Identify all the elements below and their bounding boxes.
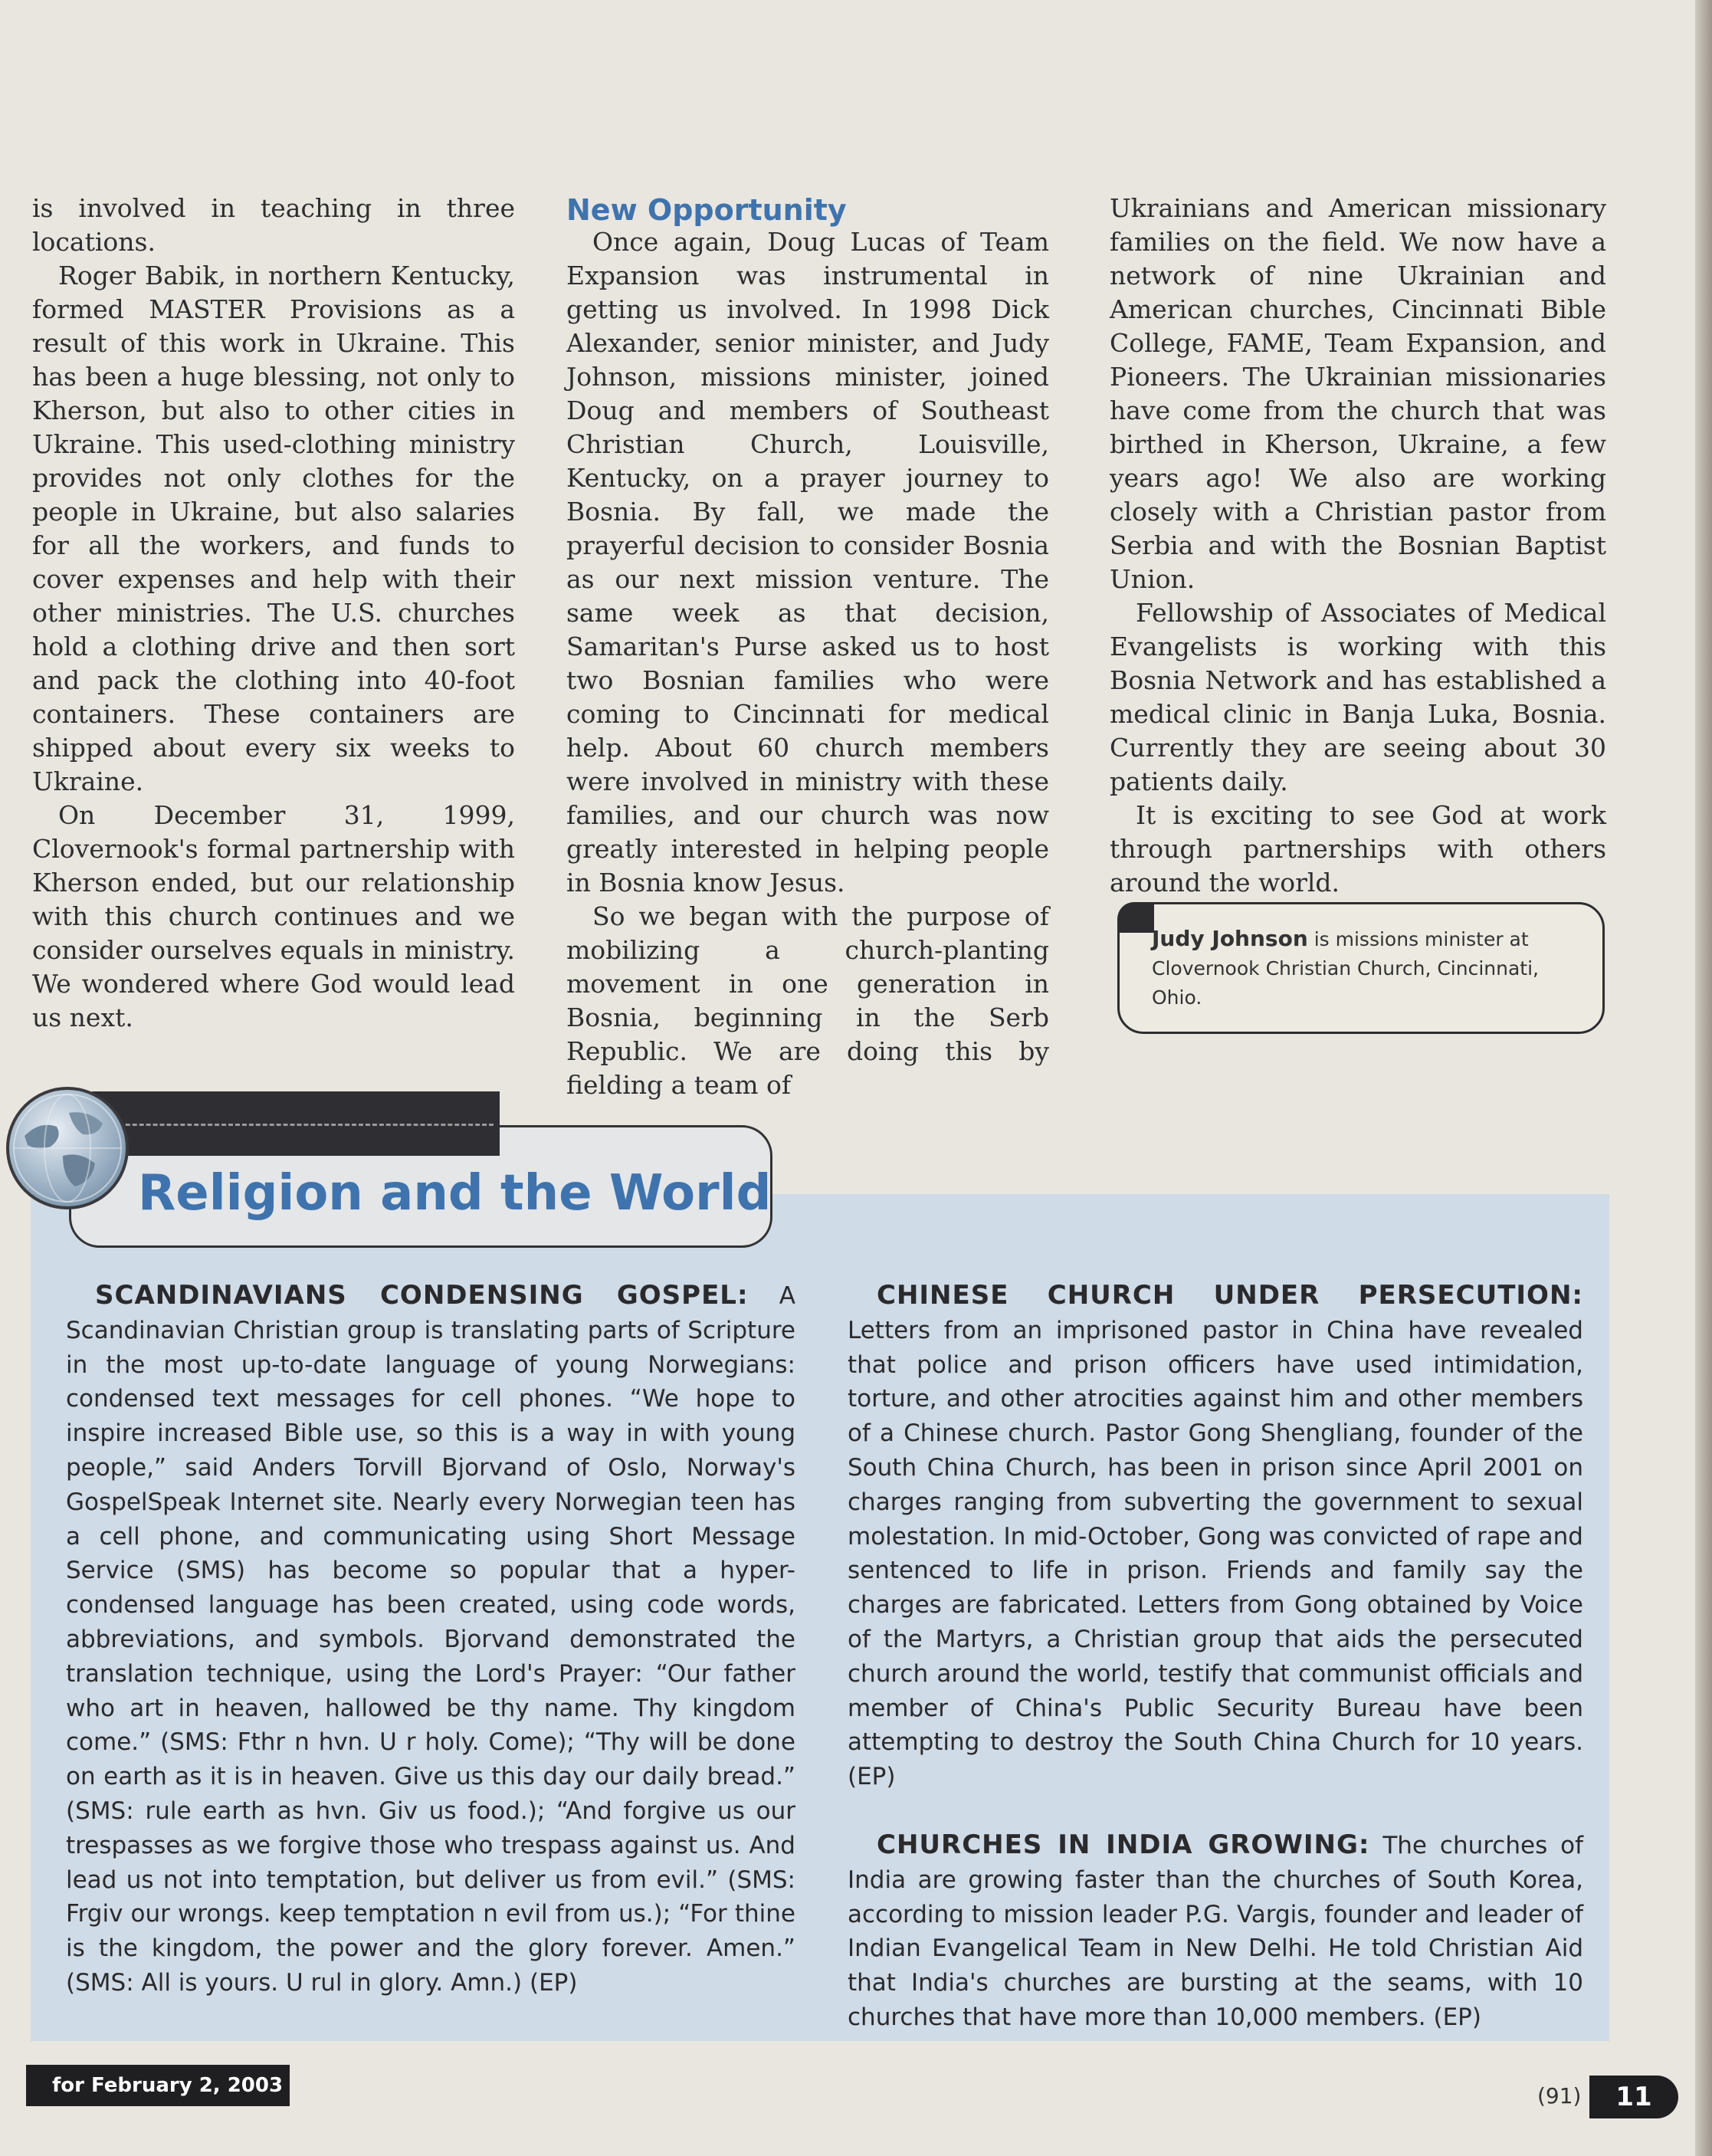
bio-corner-decoration <box>1117 902 1154 933</box>
paragraph: So we began with the purpose of mobilizing a church-planting movement in one generation in Bosnia, beginning in the Serb Republic. We are doing this by fielding a team of <box>566 901 1049 1100</box>
news-lead: CHINESE CHURCH UNDER PERSECUTION: <box>877 1280 1583 1311</box>
news-item-china <box>848 1278 1583 1794</box>
issue-page-number: (91) <box>1537 2083 1582 2108</box>
article-column-3 <box>1110 192 1606 900</box>
article-column-2 <box>566 192 1049 1102</box>
news-body: The churches of India are growing faster than the churches of South Korea, according to mission leader P.G. Vargis, founder and leader of Indian Evangelical Team in New Delhi. He told Christian Aid that India's churches are bursting at the seams, with 10 churches that have more than 10,000 members. (EP) <box>848 1831 1583 2031</box>
paragraph: On December 31, 1999, Clovernook's formal partnership with Kherson ended, but our relationship with this church continues and we consider ourselves equals in ministry. We wondered where God would lead us next. <box>32 800 515 1032</box>
news-lead: SCANDINAVIANS CONDENSING GOSPEL: <box>95 1280 749 1311</box>
paragraph: Fellowship of Associates of Medical Evangelists is working with this Bosnia Network and has established a medical clinic in Banja Luka, Bosnia. Currently they are seeing about 30 patients daily. <box>1110 598 1606 796</box>
author-bio <box>1152 924 1572 1012</box>
page-edge-shadow <box>1695 0 1712 2156</box>
news-item-india <box>848 1828 1583 2035</box>
author-bio-box <box>1117 902 1605 1034</box>
paragraph: Roger Babik, in northern Kentucky, formed MASTER Provisions as a result of this work in Ukraine. This has been a huge blessing, not only to Kherson, but also to other cities in Ukraine. This used-clothing ministry provides not only clothes for the people in Ukraine, but also salaries for all the workers, and funds to cover expenses and help with their other ministries. The U.S. churches hold a clothing drive and then sort and pack the clothing into 40-foot containers. These containers are shipped about every six weeks to Ukraine. <box>32 261 515 796</box>
spacer <box>848 1794 1583 1828</box>
news-body: Letters from an imprisoned pastor in China have revealed that police and prison officers have used intimidation, torture, and other atrocities against him and other members of a Chinese church. Pastor Gong Shengliang, founder of the South China Church, has been in prison since April 2001 on charges ranging from subverting the government to sexual molestation. In mid-October, Gong was convicted of rape and sentenced to life in prison. Friends and family say the charges are fabricated. Letters from Gong obtained by Voice of the Martyrs, a Christian group that aids the persecuted church around the world, testify that communist officials and member of China's Public Security Bureau have been attempting to destroy the South China Church for 10 years. (EP) <box>848 1316 1583 1791</box>
article-column-1 <box>32 192 515 1035</box>
news-item-scandinavians <box>66 1278 795 2000</box>
globe-icon <box>6 1087 129 1209</box>
dashed-rule <box>98 1124 494 1126</box>
section-title: Religion and the World <box>138 1165 772 1222</box>
news-column-left <box>66 1278 795 2000</box>
paragraph: is involved in teaching in three locations. <box>32 193 515 257</box>
page-number: 11 <box>1589 2076 1678 2118</box>
paragraph: It is exciting to see God at work through partnerships with others around the world. <box>1110 800 1606 898</box>
news-body: A Scandinavian Christian group is translating parts of Scripture in the most up-to-date language of young Norwegians: condensed text messages for cell phones. “We hope to inspire increased Bible use, so this is a way in with young people,” said Anders Torvill Bjorvand of Oslo, Norway's GospelSpeak Internet site. Nearly every Norwegian teen has a cell phone, and communicating using Short Message Service (SMS) has become so popular that a hyper-condensed language has been created, using code words, abbreviations, and symbols. Bjorvand demonstrated the translation technique, using the Lord's Prayer: “Our father who art in heaven, hallowed be thy name. Thy kingdom come.” (SMS: Fthr n hvn. U r holy. Come); “Thy will be done on earth as it is in heaven. Give us this day our daily bread.” (SMS: rule earth as hvn. Giv us food.); “And forgive us our trespasses as we forgive those who trespass against us. And lead us not into temptation, but deliver us from evil.” (SMS: Frgiv our wrongs. keep temptation n evil from us.); “For thine is the kingdom, the power and the glory forever. Amen.” (SMS: All is yours. U rul in glory. Amn.) (EP) <box>66 1282 795 1997</box>
paragraph: Ukrainians and American missionary families on the field. We now have a network of nine Ukrainian and American churches, Cincinnati Bible College, FAME, Team Expansion, and Pioneers. The Ukrainian missionaries have come from the church that was birthed in Kherson, Ukraine, a few years ago! We also are working closely with a Christian pastor from Serbia and with the Bosnian Baptist Union. <box>1110 193 1606 594</box>
subheading: New Opportunity <box>566 193 847 227</box>
author-bio-text: is missions minister at Clovernook Christian Church, Cincinnati, Ohio. <box>1152 928 1539 1009</box>
issue-date-tab: for February 2, 2003 <box>26 2065 290 2106</box>
author-name: Judy Johnson <box>1152 926 1308 951</box>
section-title-bar <box>92 1091 500 1156</box>
news-column-right <box>848 1278 1583 2035</box>
paragraph: Once again, Doug Lucas of Team Expansion was instrumental in getting us involved. In 1998 Dick Alexander, senior minister, and Judy Johnson, missions minister, joined Doug and members of Southeast Christian Church, Louisville, Kentucky, on a prayer journey to Bosnia. By fall, we made the prayerful decision to consider Bosnia as our next mission venture. The same week as that decision, Samaritan's Purse asked us to host two Bosnian families who were coming to Cincinnati for medical help. About 60 church members were involved in ministry with these families, and our church was now greatly interested in helping people in Bosnia know Jesus. <box>566 227 1049 898</box>
news-lead: CHURCHES IN INDIA GROWING: <box>877 1829 1370 1860</box>
